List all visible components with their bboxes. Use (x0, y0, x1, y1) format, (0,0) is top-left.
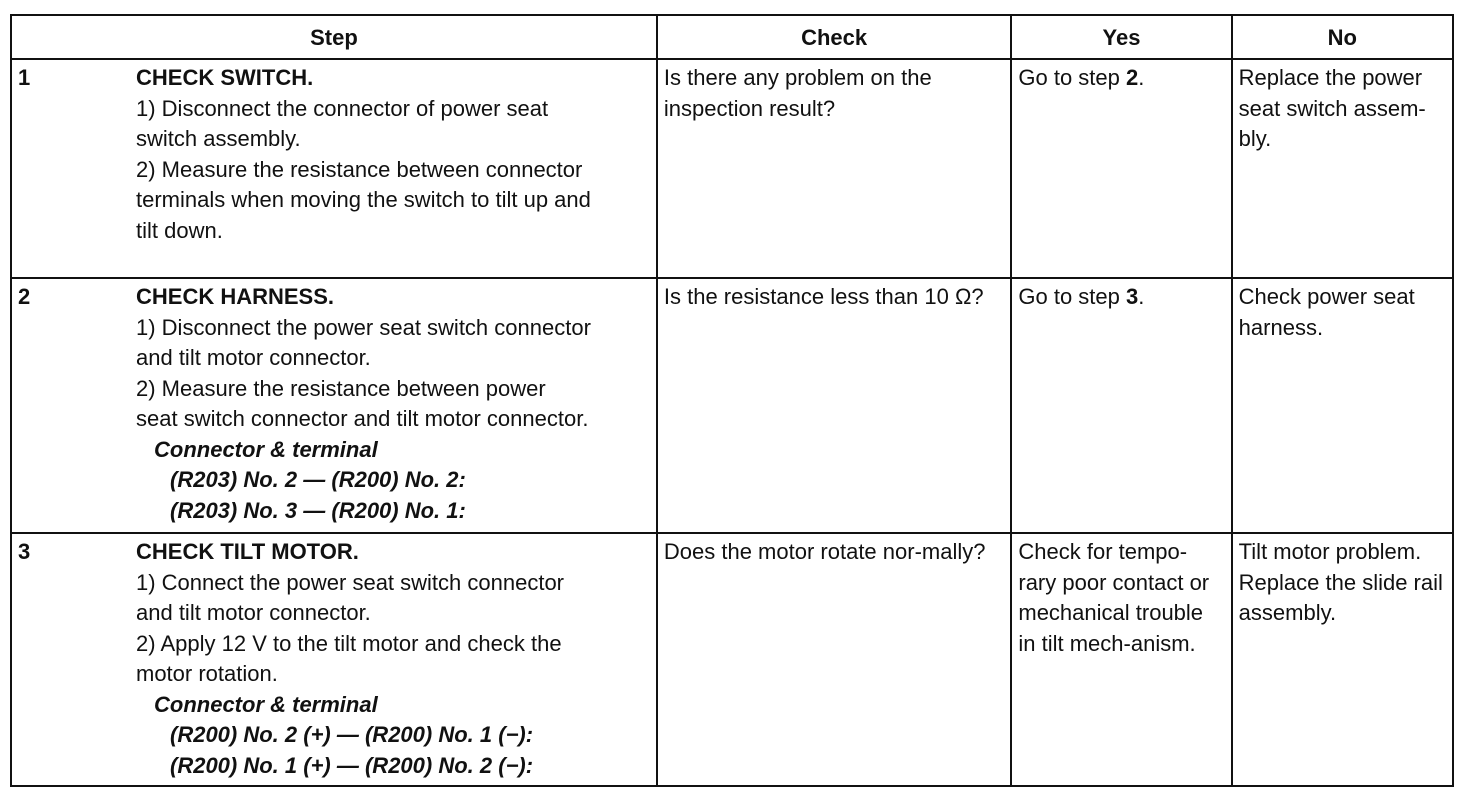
step-line: 1) Disconnect the power seat switch connector (136, 314, 591, 340)
no-cell: Replace the power seat switch assem-bly. (1232, 59, 1453, 278)
step-cell (11, 278, 657, 533)
connector-line: (R203) No. 3 — (R200) No. 1: (170, 497, 466, 523)
yes-cell (1011, 533, 1231, 786)
diagnostic-table (10, 14, 1454, 787)
yes-cell (1011, 278, 1231, 533)
step-cell (11, 533, 657, 786)
step-line: 2) Apply 12 V to the tilt motor and check the (136, 630, 562, 656)
step-cell (11, 59, 657, 278)
table-row (11, 533, 1453, 786)
step-number: 3 (18, 539, 31, 564)
connector-line: (R203) No. 2 — (R200) No. 2: (170, 467, 466, 492)
step-body (136, 279, 656, 526)
step-line: tilt down. (136, 217, 223, 243)
connector-line: (R200) No. 1 (+) — (R200) No. 2 (−): (170, 752, 534, 778)
header-check: Check (657, 15, 1011, 59)
step-number: 1 (18, 65, 31, 90)
header-yes: Yes (1011, 15, 1231, 59)
connector-heading: Connector & terminal (154, 691, 378, 717)
table-row (11, 59, 1453, 278)
check-cell: Is the resistance less than 10 Ω? (657, 278, 1011, 533)
yes-text: Go to step (1018, 65, 1126, 90)
step-title: CHECK SWITCH. (136, 65, 314, 90)
connector-line: (R200) No. 2 (+) — (R200) No. 1 (−): (170, 722, 534, 747)
yes-text: Check for tempo-rary poor contact or mechanical trouble in tilt mech-anism. (1018, 539, 1210, 656)
step-line: 2) Measure the resistance between power (136, 375, 546, 401)
step-line: and tilt motor connector. (136, 600, 371, 625)
header-step: Step (11, 15, 657, 59)
yes-step-ref: 3 (1126, 284, 1139, 309)
check-cell: Is there any problem on the inspection result? (657, 59, 1011, 278)
step-body (136, 534, 656, 781)
header-no: No (1232, 15, 1453, 59)
yes-suffix: . (1138, 65, 1145, 90)
step-line: and tilt motor connector. (136, 345, 371, 370)
step-line: switch assembly. (136, 126, 301, 151)
step-line: 1) Connect the power seat switch connector (136, 569, 565, 595)
step-line: 1) Disconnect the connector of power seat (136, 95, 549, 121)
no-cell: Check power seat harness. (1232, 278, 1453, 533)
step-title: CHECK TILT MOTOR. (136, 539, 359, 564)
step-line: motor rotation. (136, 661, 278, 686)
step-line: terminals when moving the switch to tilt up and (136, 187, 591, 212)
table-row (11, 278, 1453, 533)
step-body (136, 60, 656, 246)
step-line: 2) Measure the resistance between connector (136, 156, 583, 182)
connector-heading: Connector & terminal (154, 436, 378, 462)
no-cell: Tilt motor problem. Replace the slide rail assembly. (1232, 533, 1453, 786)
yes-step-ref: 2 (1126, 65, 1139, 90)
step-number: 2 (18, 284, 31, 309)
check-cell: Does the motor rotate nor-mally? (657, 533, 1011, 786)
yes-cell (1011, 59, 1231, 278)
step-line: seat switch connector and tilt motor connector. (136, 406, 589, 431)
yes-text: Go to step (1018, 284, 1126, 309)
header-row (11, 15, 1453, 59)
step-title: CHECK HARNESS. (136, 284, 335, 309)
yes-suffix: . (1138, 284, 1145, 309)
